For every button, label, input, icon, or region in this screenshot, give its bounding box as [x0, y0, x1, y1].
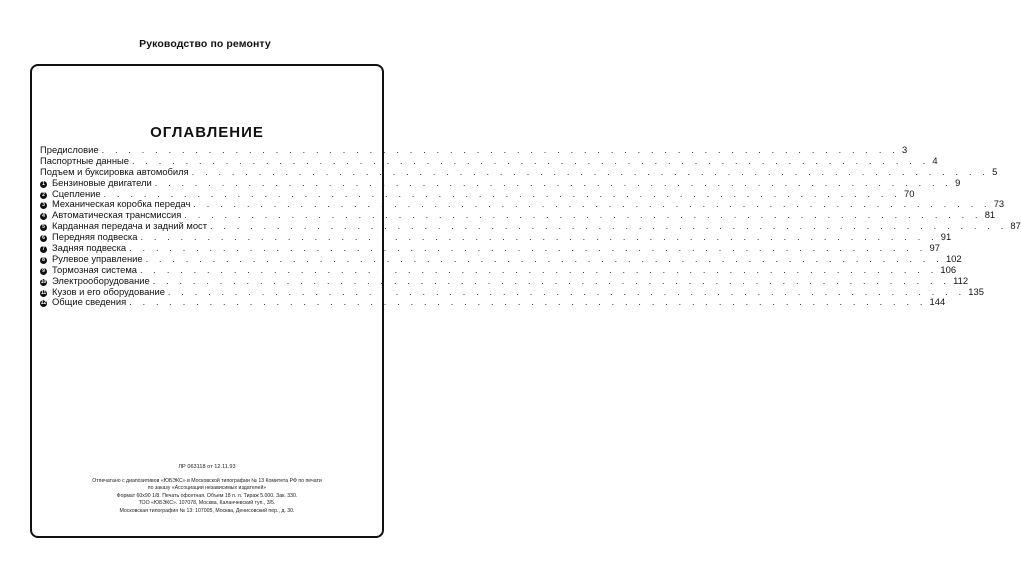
toc-frame — [30, 64, 1021, 538]
chapter-number-badge — [40, 234, 52, 245]
toc-entry-label: Кузов и его оборудование — [52, 285, 165, 297]
chapter-number: 6 — [40, 235, 47, 242]
toc-entry-label: Предисловие — [40, 144, 99, 155]
dot-leader: . . . . . . . . . . . . . . . . . . . . . . . . . . . . . . . . . . . . . . . . . . . . . . . . . . . . . . . . . . . . — [210, 221, 1008, 232]
chapter-number-badge — [40, 223, 52, 234]
imprint-line: ТОО «ЮБЭКС». 107078, Москва, Каланчевский туп., 3/5. — [138, 500, 276, 507]
dot-leader: . . . . . . . . . . . . . . . . . . . . . . . . . . . . . . . . . . . . . . . . . . . . . . . . . . . . . . . . . . . . — [129, 297, 927, 308]
toc-entry-label: Механическая коробка передач — [52, 198, 191, 210]
toc-entry-label: Электрооборудование — [52, 274, 150, 286]
toc-entry-page: 144 — [929, 296, 946, 308]
toc-entry-page: 102 — [945, 252, 962, 264]
toc-entry-label: Задняя подвеска — [52, 242, 127, 254]
imprint-block — [32, 464, 382, 516]
chapter-number-badge — [40, 212, 52, 223]
imprint-line: Московская типография № 13: 107005, Москва, Денисовский пер., д. 30. — [119, 507, 295, 514]
toc-title: ОГЛАВЛЕНИЕ — [150, 124, 264, 141]
toc-entry-page: 135 — [968, 285, 984, 297]
chapter-number: 2 — [40, 192, 47, 199]
chapter-number: 7 — [40, 246, 47, 253]
toc-entry-label: Передняя подвеска — [52, 231, 138, 243]
toc-entry-label: Автоматическая трансмиссия — [52, 209, 182, 221]
toc-entry-label: Сцепление — [52, 187, 101, 199]
chapter-number-badge — [40, 191, 52, 202]
toc-entry — [40, 274, 969, 287]
chapter-number: 5 — [40, 224, 47, 231]
chapter-number: 11 — [40, 289, 47, 296]
dot-leader: . . . . . . . . . . . . . . . . . . . . . . . . . . . . . . . . . . . . . . . . . . . . . . . . . . . . . . . . . . . . — [152, 275, 951, 286]
dot-leader: . . . . . . . . . . . . . . . . . . . . . . . . . . . . . . . . . . . . . . . . . . . . . . . . . . . . . . . . . . . . — [184, 210, 982, 221]
toc-entry-page: 97 — [929, 242, 940, 254]
chapter-number: 12 — [40, 300, 47, 307]
toc-entry-label: Тормозная система — [52, 263, 138, 275]
toc-entry-label: Рулевое управление — [52, 252, 143, 264]
toc-entry — [40, 176, 961, 189]
dot-leader: . . . . . . . . . . . . . . . . . . . . . . . . . . . . . . . . . . . . . . . . . . . . . . . . . . . . . . . . . . . . — [101, 145, 899, 155]
chapter-number: 4 — [40, 213, 47, 220]
dot-leader: . . . . . . . . . . . . . . . . . . . . . . . . . . . . . . . . . . . . . . . . . . . . . . . . . . . . . . . . . . . . — [131, 155, 930, 166]
toc-entry-label: Паспортные данные — [40, 154, 129, 166]
chapter-number: 10 — [40, 278, 47, 285]
chapter-number: 3 — [40, 202, 47, 209]
dot-leader: . . . . . . . . . . . . . . . . . . . . . . . . . . . . . . . . . . . . . . . . . . . . . . . . . . . . . . . . . . . . — [167, 286, 966, 297]
toc-entry-page: 9 — [955, 176, 961, 188]
toc-entry — [40, 296, 946, 308]
chapter-number-badge — [40, 256, 52, 267]
toc-entry-page: 81 — [984, 209, 996, 221]
chapter-number-badge — [40, 202, 52, 213]
chapter-number: 9 — [40, 268, 47, 275]
chapter-number: 8 — [40, 257, 47, 264]
chapter-number-badge — [40, 278, 52, 289]
license-line: ЛР 063118 от 12.11.93 — [178, 464, 236, 470]
toc-entry-page: 87 — [1010, 220, 1021, 232]
dot-leader: . . . . . . . . . . . . . . . . . . . . . . . . . . . . . . . . . . . . . . . . . . . . . . . . . . . . . . . . . . . . — [129, 243, 927, 254]
toc-entry-page: 3 — [901, 144, 908, 155]
toc-entry-page: 112 — [953, 274, 969, 286]
dot-leader: . . . . . . . . . . . . . . . . . . . . . . . . . . . . . . . . . . . . . . . . . . . . . . . . . . . . . . . . . . . . — [193, 199, 991, 210]
toc-entry-page: 70 — [904, 187, 915, 199]
chapter-number-badge — [40, 289, 52, 300]
chapter-number-badge — [40, 245, 52, 256]
dot-leader: . . . . . . . . . . . . . . . . . . . . . . . . . . . . . . . . . . . . . . . . . . . . . . . . . . . . . . . . . . . . — [140, 264, 938, 275]
toc-entry-label: Карданная передача и задний мост — [52, 220, 208, 232]
dot-leader: . . . . . . . . . . . . . . . . . . . . . . . . . . . . . . . . . . . . . . . . . . . . . . . . . . . . . . . . . . . . — [103, 188, 901, 199]
chapter-number-badge — [40, 180, 52, 191]
toc-entry-page: 91 — [940, 231, 952, 243]
toc-entry-label: Бензиновые двигатели — [52, 176, 152, 188]
toc-list — [40, 144, 1021, 308]
dot-leader: . . . . . . . . . . . . . . . . . . . . . . . . . . . . . . . . . . . . . . . . . . . . . . . . . . . . . . . . . . . . — [140, 232, 938, 243]
running-head: Руководство по ремонту — [139, 38, 271, 50]
toc-entry-page: 5 — [992, 165, 998, 177]
toc-entry-page: 106 — [940, 263, 957, 275]
toc-entry-page: 73 — [993, 198, 1005, 210]
toc-entry-label: Подъем и буксировка автомобиля — [40, 165, 189, 177]
chapter-number-badge — [40, 267, 52, 278]
dot-leader: . . . . . . . . . . . . . . . . . . . . . . . . . . . . . . . . . . . . . . . . . . . . . . . . . . . . . . . . . . . . — [154, 177, 953, 188]
imprint-line: Формат 60х90 1/8. Печать офсетная. Объем 18 п. л. Тираж 5.000. Зак. 330. — [116, 492, 298, 499]
imprint-line: Отпечатано с диапозитивов «ЮБЭКС» в Московской типографии № 13 Комитета РФ по печати — [92, 477, 322, 484]
chapter-number: 1 — [40, 181, 47, 188]
chapter-number-badge — [40, 300, 52, 311]
dot-leader: . . . . . . . . . . . . . . . . . . . . . . . . . . . . . . . . . . . . . . . . . . . . . . . . . . . . . . . . . . . . — [145, 253, 943, 264]
toc-entry-label: Общие сведения — [52, 296, 127, 308]
toc-entry-page: 4 — [932, 154, 938, 166]
dot-leader: . . . . . . . . . . . . . . . . . . . . . . . . . . . . . . . . . . . . . . . . . . . . . . . . . . . . . . . . . . . . — [191, 166, 990, 177]
imprint-line: по заказу «Ассоциации независимых издателей» — [147, 485, 267, 492]
